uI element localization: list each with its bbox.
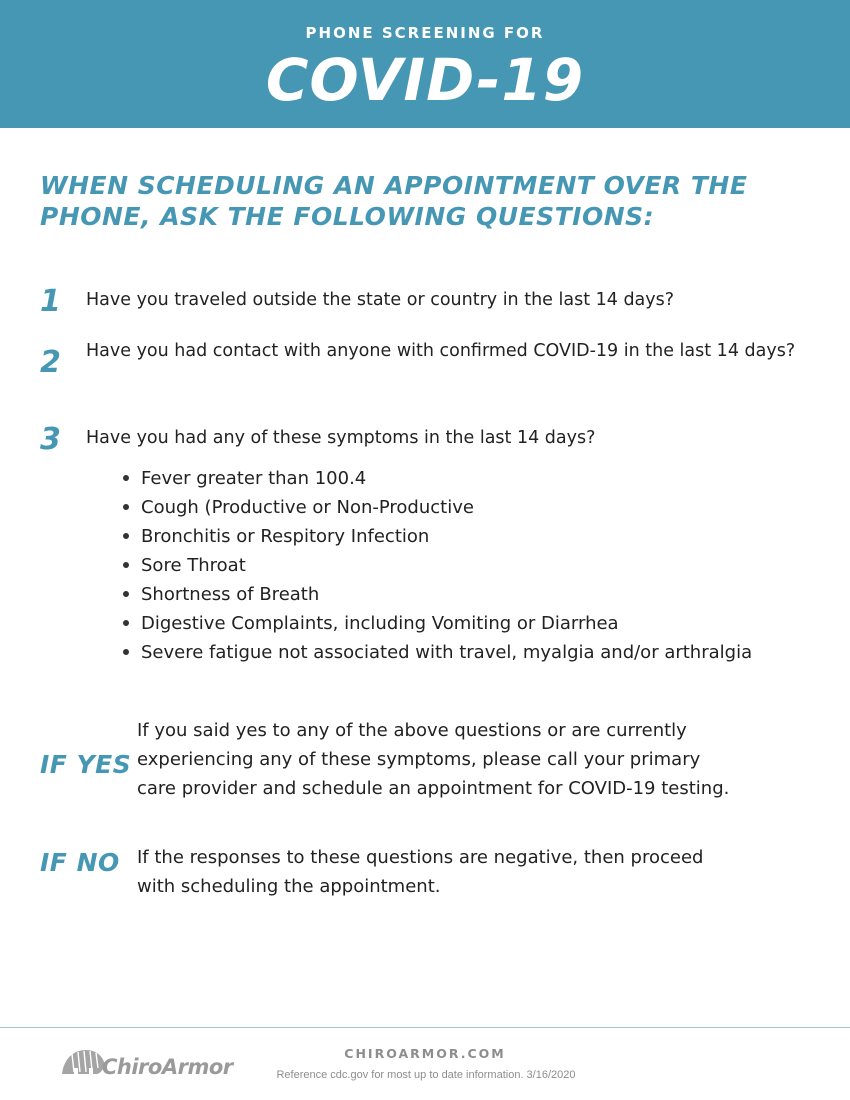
- bullet-icon: [123, 620, 129, 626]
- bullet-icon: [123, 475, 129, 481]
- if-no-label: IF NO: [40, 848, 120, 877]
- question-text: Have you had any of these symptoms in the last 14 days?: [86, 428, 596, 448]
- bullet-icon: [123, 649, 129, 655]
- bullet-icon: [123, 591, 129, 597]
- footer-website[interactable]: CHIROARMOR.COM: [344, 1046, 506, 1061]
- question-number: 3: [40, 422, 61, 457]
- symptom-list: [120, 464, 752, 667]
- header-title: COVID-19: [265, 46, 585, 114]
- list-item: Fever greater than 100.4: [120, 464, 752, 493]
- question-number: 1: [40, 284, 61, 319]
- if-yes-label: IF YES: [40, 750, 132, 779]
- question-text: Have you had contact with anyone with confirmed COVID-19 in the last 14 days?: [86, 341, 796, 361]
- list-item: Cough (Productive or Non-Productive: [120, 493, 752, 522]
- if-yes-text: If you said yes to any of the above questions or are currently experiencing any of these symptoms, please call your primary care provider and schedule an appointment for COVID-19 testing.: [137, 720, 730, 799]
- subheading: WHEN SCHEDULING AN APPOINTMENT OVER THE PHONE, ASK THE FOLLOWING QUESTIONS:: [40, 171, 748, 231]
- if-no-text: If the responses to these questions are negative, then proceed with scheduling the appointment.: [137, 847, 704, 897]
- header-pre-title: PHONE SCREENING FOR: [305, 24, 545, 42]
- list-item: Bronchitis or Respitory Infection: [120, 522, 752, 551]
- footer-reference: Reference cdc.gov for most up to date information. 3/16/2020: [276, 1069, 576, 1081]
- logo-wordmark: ChiroArmor: [102, 1055, 233, 1079]
- bullet-icon: [123, 562, 129, 568]
- footer-divider: [0, 1027, 850, 1028]
- bullet-icon: [123, 504, 129, 510]
- header-banner: [0, 0, 850, 128]
- list-item: Severe fatigue not associated with travel, myalgia and/or arthralgia: [120, 638, 752, 667]
- question-number: 2: [40, 345, 61, 380]
- list-item: Digestive Complaints, including Vomiting or Diarrhea: [120, 609, 752, 638]
- list-item: Shortness of Breath: [120, 580, 752, 609]
- bullet-icon: [123, 533, 129, 539]
- list-item: Sore Throat: [120, 551, 752, 580]
- question-text: Have you traveled outside the state or country in the last 14 days?: [86, 290, 675, 310]
